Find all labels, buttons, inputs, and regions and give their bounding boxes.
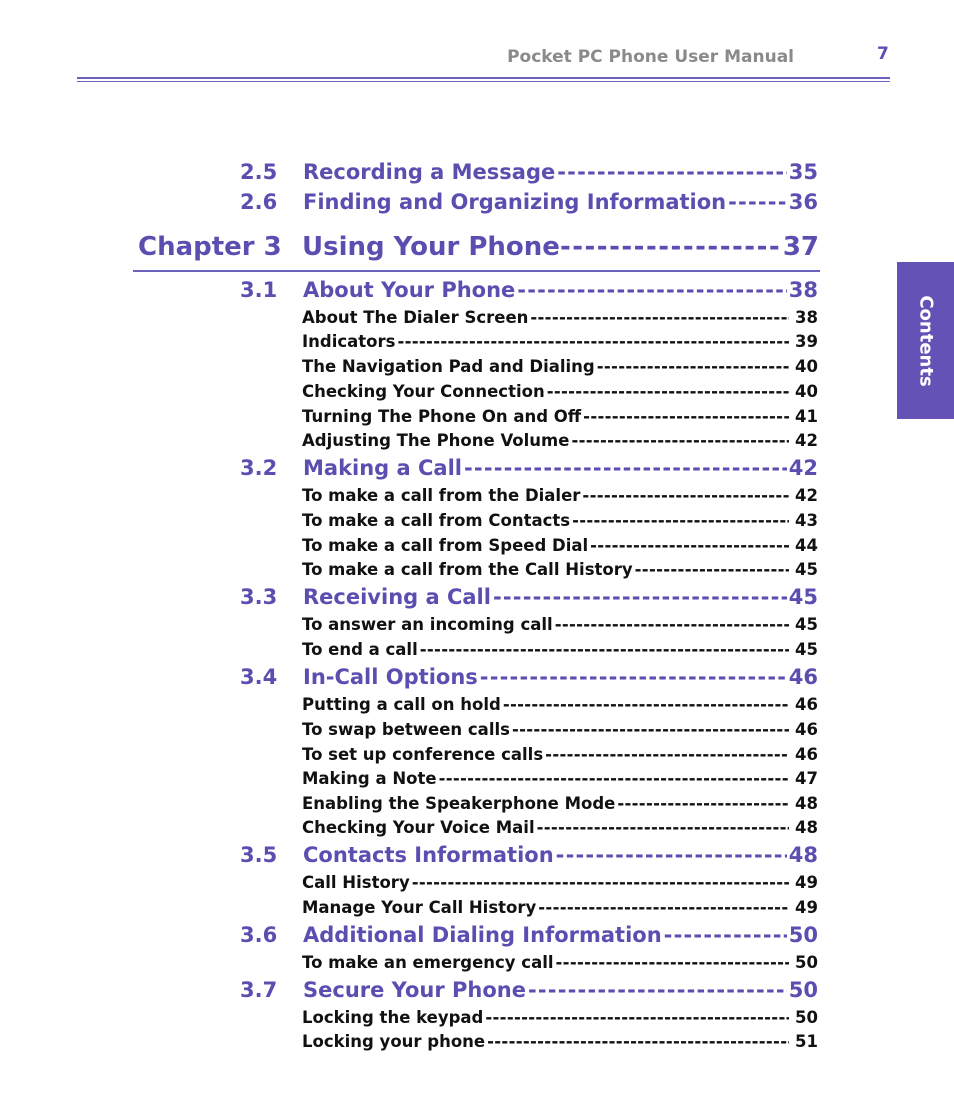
entry-title: Additional Dialing Information <box>303 923 662 947</box>
entry-page-number: 35 <box>788 160 818 184</box>
entry-title: Adjusting The Phone Volume <box>302 431 570 450</box>
page-number: 7 <box>877 44 889 64</box>
toc-item-entry[interactable] <box>302 640 818 664</box>
dot-leader <box>480 665 787 689</box>
entry-title: Making a Call <box>303 456 462 480</box>
entry-page-number: 40 <box>795 382 818 401</box>
entry-title: Checking Your Connection <box>302 382 545 401</box>
entry-title: To make a call from Contacts <box>302 511 571 530</box>
entry-title: Call History <box>302 873 410 892</box>
entry-page-number: 46 <box>795 720 818 739</box>
entry-title: Indicators <box>302 332 396 351</box>
entry-number: 3.2 <box>240 456 278 480</box>
dot-leader <box>538 898 789 917</box>
entry-page-number: 45 <box>795 560 818 579</box>
entry-page-number: 50 <box>795 1008 818 1027</box>
toc-section-entry[interactable] <box>240 585 818 615</box>
entry-page-number: 48 <box>795 818 818 837</box>
dot-leader <box>617 794 789 813</box>
entry-title: In-Call Options <box>303 665 478 689</box>
entry-page-number: 45 <box>795 640 818 659</box>
dot-leader <box>545 745 789 764</box>
dot-leader <box>528 978 787 1002</box>
toc-section-entry[interactable] <box>240 665 818 695</box>
entry-title: Manage Your Call History <box>302 898 537 917</box>
toc-section-entry[interactable] <box>240 923 818 953</box>
toc-section-entry[interactable] <box>240 456 818 486</box>
entry-page-number: 40 <box>795 357 818 376</box>
toc-item-entry[interactable] <box>302 486 818 510</box>
dot-leader <box>572 511 789 530</box>
dot-leader <box>503 695 789 714</box>
entry-title: Using Your Phone <box>302 232 560 262</box>
toc-item-entry[interactable] <box>302 695 818 719</box>
dot-leader <box>487 1032 789 1051</box>
dot-leader <box>556 953 790 972</box>
dot-leader <box>439 769 789 788</box>
toc-item-entry[interactable] <box>302 382 818 406</box>
dot-leader <box>517 278 786 302</box>
entry-number: 3.3 <box>240 585 278 609</box>
dot-leader <box>560 232 779 262</box>
dot-leader <box>493 585 787 609</box>
toc-item-entry[interactable] <box>302 560 818 584</box>
toc-section-entry[interactable] <box>240 843 818 873</box>
entry-title: To set up conference calls <box>302 745 544 764</box>
entry-title: Locking the keypad <box>302 1008 484 1027</box>
entry-page-number: 42 <box>795 431 818 450</box>
entry-number: 3.6 <box>240 923 278 947</box>
entry-title: Enabling the Speakerphone Mode <box>302 794 616 813</box>
header-rule-thin <box>77 81 890 82</box>
header-rule <box>77 77 890 79</box>
entry-page-number: 50 <box>795 953 818 972</box>
dot-leader <box>397 332 789 351</box>
entry-page-number: 43 <box>795 511 818 530</box>
toc-item-entry[interactable] <box>302 431 818 455</box>
dot-leader <box>547 382 789 401</box>
entry-page-number: 51 <box>795 1032 818 1051</box>
toc-item-entry[interactable] <box>302 818 818 842</box>
entry-number: 2.5 <box>240 160 278 184</box>
entry-page-number: 47 <box>795 769 818 788</box>
dot-leader <box>664 923 787 947</box>
entry-page-number: 45 <box>795 615 818 634</box>
dot-leader <box>555 615 789 634</box>
entry-title: The Navigation Pad and Dialing <box>302 357 595 376</box>
toc-section-entry[interactable] <box>240 978 818 1008</box>
entry-title: To end a call <box>302 640 418 659</box>
dot-leader <box>590 536 789 555</box>
entry-title: Secure Your Phone <box>303 978 526 1002</box>
entry-title: Recording a Message <box>303 160 556 184</box>
entry-title: About The Dialer Screen <box>302 308 529 327</box>
toc-section-entry[interactable] <box>240 160 818 190</box>
entry-number: 3.1 <box>240 278 278 302</box>
toc-chapter-entry[interactable] <box>138 232 819 272</box>
dot-leader <box>571 431 789 450</box>
toc-item-entry[interactable] <box>302 953 818 977</box>
dot-leader <box>728 190 787 214</box>
entry-page-number: 46 <box>795 745 818 764</box>
entry-page-number: 46 <box>788 665 818 689</box>
toc-item-entry[interactable] <box>302 769 818 793</box>
entry-title: Finding and Organizing Information <box>303 190 727 214</box>
entry-page-number: 50 <box>788 923 818 947</box>
toc-item-entry[interactable] <box>302 536 818 560</box>
entry-title: To make an emergency call <box>302 953 554 972</box>
toc-item-entry[interactable] <box>302 615 818 639</box>
toc-item-entry[interactable] <box>302 720 818 744</box>
entry-title: Contacts Information <box>303 843 554 867</box>
entry-number: 3.4 <box>240 665 278 689</box>
toc-item-entry[interactable] <box>302 1008 818 1032</box>
dot-leader <box>556 843 787 867</box>
toc-section-entry[interactable] <box>240 190 818 220</box>
entry-page-number: 42 <box>788 456 818 480</box>
side-tab-label: Contents <box>915 294 936 387</box>
dot-leader <box>530 308 789 327</box>
dot-leader <box>512 720 789 739</box>
toc-item-entry[interactable] <box>302 873 818 897</box>
entry-page-number: 48 <box>795 794 818 813</box>
toc-item-entry[interactable] <box>302 308 818 332</box>
entry-number: 3.5 <box>240 843 278 867</box>
entry-number: 2.6 <box>240 190 278 214</box>
dot-leader <box>583 407 789 426</box>
entry-title: Locking your phone <box>302 1032 486 1051</box>
entry-title: Putting a call on hold <box>302 695 501 714</box>
entry-title: About Your Phone <box>303 278 516 302</box>
entry-number: 3.7 <box>240 978 278 1002</box>
page-header-title: Pocket PC Phone User Manual <box>507 47 794 67</box>
entry-page-number: 42 <box>795 486 818 505</box>
toc-item-entry[interactable] <box>302 794 818 818</box>
entry-page-number: 46 <box>795 695 818 714</box>
dot-leader <box>485 1008 789 1027</box>
entry-page-number: 49 <box>795 873 818 892</box>
dot-leader <box>412 873 789 892</box>
entry-page-number: 37 <box>782 232 819 262</box>
entry-title: To answer an incoming call <box>302 615 553 634</box>
dot-leader <box>420 640 789 659</box>
toc-item-entry[interactable] <box>302 332 818 356</box>
toc-item-entry[interactable] <box>302 357 818 381</box>
entry-page-number: 38 <box>788 278 818 302</box>
entry-title: To make a call from the Dialer <box>302 486 581 505</box>
entry-number: Chapter 3 <box>138 232 282 262</box>
entry-page-number: 36 <box>788 190 818 214</box>
entry-title: Turning The Phone On and Off <box>302 407 582 426</box>
dot-leader <box>582 486 789 505</box>
dot-leader <box>635 560 789 579</box>
contents-side-tab[interactable] <box>897 262 954 419</box>
entry-title: Checking Your Voice Mail <box>302 818 535 837</box>
toc-item-entry[interactable] <box>302 407 818 431</box>
entry-page-number: 45 <box>788 585 818 609</box>
entry-page-number: 48 <box>788 843 818 867</box>
entry-page-number: 38 <box>795 308 818 327</box>
dot-leader <box>597 357 789 376</box>
dot-leader <box>464 456 787 480</box>
entry-title: Making a Note <box>302 769 437 788</box>
entry-page-number: 44 <box>795 536 818 555</box>
toc-item-entry[interactable] <box>302 745 818 769</box>
toc-item-entry[interactable] <box>302 1032 818 1056</box>
chapter-rule <box>133 270 820 272</box>
entry-title: To make a call from the Call History <box>302 560 633 579</box>
entry-page-number: 39 <box>795 332 818 351</box>
entry-page-number: 41 <box>795 407 818 426</box>
entry-page-number: 50 <box>788 978 818 1002</box>
toc-item-entry[interactable] <box>302 898 818 922</box>
toc-item-entry[interactable] <box>302 511 818 535</box>
dot-leader <box>537 818 789 837</box>
toc-section-entry[interactable] <box>240 278 818 308</box>
dot-leader <box>557 160 787 184</box>
entry-title: To make a call from Speed Dial <box>302 536 589 555</box>
entry-page-number: 49 <box>795 898 818 917</box>
entry-title: Receiving a Call <box>303 585 491 609</box>
entry-title: To swap between calls <box>302 720 510 739</box>
